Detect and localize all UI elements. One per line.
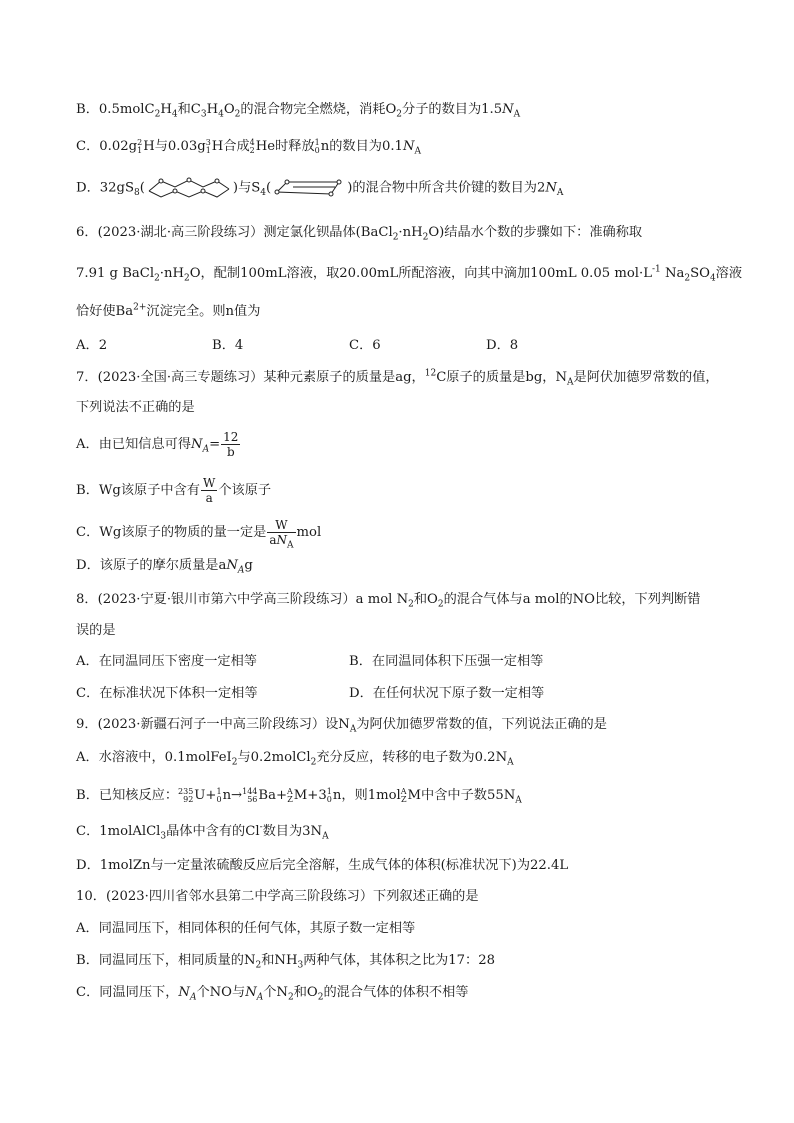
q8-stem-line1: 8．(2023·宁夏·银川市第六中学高三阶段练习）a mol $N_2$和$O_2$的混合气体与a mol的NO比较，下列判断错: [76, 592, 701, 610]
q7-option-d: D．该原子的摩尔质量是$aN_Ag$: [76, 558, 253, 576]
q8-option-d: D．在任何状况下原子数一定相等: [349, 686, 545, 701]
q6-option-d: D．8: [486, 338, 519, 353]
text: B．0.5molC: [76, 102, 155, 117]
q8-stem-line2: 误的是: [76, 623, 116, 638]
q5-option-d: D．$32gS_8$( )与$S_4$( )的混合物中所含共价键的数目为$2N_A$: [76, 177, 563, 199]
q7-option-c: C．Wg该原子的物质的量一定是 $\frac{W}{aN_A}$ mol: [76, 518, 322, 551]
q7-stem-line1: 7．(2023·全国·高三专题练习）某种元素原子的质量是ag，$^{12}$C原子的质量是bg，$N_A$是阿伏加德罗常数的值，: [76, 368, 719, 388]
q9-option-c: C．1molAlCl$_3$晶体中含有的Cl-数目为$3N_A$: [76, 822, 329, 842]
q5-option-b: B．$0.5molC_2H_4$和$C_3H_4O_2$的混合物完全燃烧，消耗$O_2$分子的数目为$1.5N_A$: [76, 102, 521, 120]
s4-ring-diagram: [273, 178, 345, 198]
q5-option-c: C．0.02g 2 1 H与0.03g 3 1 H合成 4 2 He时释放 1 0 n的数目为$0.1N_A$: [76, 137, 421, 157]
q8-option-b: B．在同温同体积下压强一定相等: [349, 654, 544, 669]
q6-option-b: B．4: [212, 338, 244, 353]
q8-option-a: A．在同温同压下密度一定相等: [76, 654, 257, 669]
q9-option-d: D．1molZn与一定量浓硫酸反应后完全溶解，生成气体的体积(标准状况下)为22.4L: [76, 858, 569, 873]
q10-option-a: A．同温同压下，相同体积的任何气体，其原子数一定相等: [76, 921, 416, 936]
q7-stem-line2: 下列说法不正确的是: [76, 400, 195, 415]
q9-option-a: A．水溶液中，0.1molFeI$_2$与0.2molCl$_2$充分反应，转移的电子数为$0.2N_A$: [76, 750, 514, 768]
q7-option-a: A．由已知信息可得$N_A=$ $\frac{12}{b}$: [76, 430, 239, 459]
q10-option-b: B．同温同压下，相同质量的$N_2$和$NH_3$两种气体，其体积之比为17：28: [76, 953, 495, 971]
q7-option-b: B．Wg该原子中含有 $\frac{W}{a}$ 个该原子: [76, 476, 272, 505]
q6-option-c: C．6: [349, 338, 381, 353]
q10-option-c: C．同温同压下，$N_A$个NO与$N_A$个$N_2$和$O_2$的混合气体的体积不相等: [76, 985, 469, 1003]
q6-stem-line2: 7.91 g $BaCl_2\cdot nH_2O$，配制100mL溶液，取20.00mL所配溶液，向其中滴加100mL 0.05 $mol\cdot L^{-1}$ $Na_2SO_4$溶液: [76, 264, 743, 284]
q6-option-a: A．2: [76, 338, 108, 353]
s8-ring-diagram: [147, 177, 231, 199]
q8-option-c: C．在标准状况下体积一定相等: [76, 686, 258, 701]
q9-option-b: B．已知核反应： 235 92 U+ 1 0 n→ 144 56 Ba+ A Z M+3 1 0 n，则1mol A Z M中含中子数$55N_A$: [76, 786, 522, 806]
q6-stem-line1: 6．(2023·湖北·高三阶段练习）测定氯化钡晶体$(BaCl_2\cdot nH_2O)$结晶水个数的步骤如下：准确称取: [76, 225, 643, 243]
q9-stem: 9．(2023·新疆石河子一中高三阶段练习）设$N_A$为阿伏加德罗常数的值，下列说法正确的是: [76, 717, 607, 735]
q6-stem-line3: 恰好使$Ba^{2+}$沉淀完全。则n值为: [76, 302, 261, 319]
q10-stem: 10．(2023·四川省邻水县第二中学高三阶段练习）下列叙述正确的是: [76, 889, 479, 904]
